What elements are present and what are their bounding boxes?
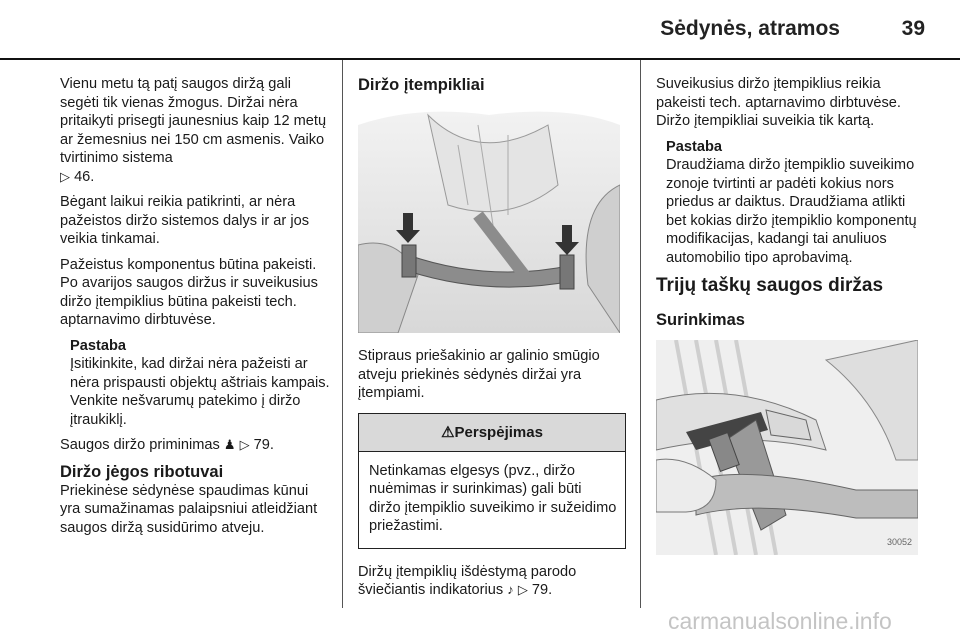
subsection-heading: Surinkimas	[656, 311, 745, 329]
figure-code: 30052	[886, 536, 912, 547]
note-title: Pastaba	[70, 337, 126, 354]
paragraph-text: Diržų įtempiklių išdėstymą parodo šviečiantis indikatorius	[358, 563, 577, 598]
column-2	[358, 75, 626, 607]
section-heading: Trijų taškų saugos diržas	[656, 275, 884, 296]
page-reference: 79.	[531, 582, 553, 598]
page-reference: 46.	[74, 168, 95, 185]
paragraph	[60, 436, 332, 455]
paragraph: Suveikusius diržo įtempiklius reikia pakeisti tech. aptarnavimo dirbtuvėse. Diržo įtempikliai suveikia tik kartą.	[656, 76, 901, 129]
paragraph	[60, 75, 332, 186]
seatbelt-reminder-icon: ♟	[223, 437, 236, 452]
paragraph: Priekinėse sėdynėse spaudimas kūnui yra sumažinamas palaipsniui atleidžiant saugos diržą susidūrimo atveju.	[60, 482, 318, 536]
warning-text: Netinkamas elgesys (pvz., diržo nuėmimas ir surinkimas) gali būti diržo įtempiklio suveikimo ir sužeidimo priežastimi.	[369, 462, 617, 534]
paragraph-text: Vienu metu tą patį saugos diržą gali segėti tik vienas žmogus. Diržai nėra pritaikyti prisegti jaunesnius kaip 12 metų ar žemesnius nei 150 cm asmenis. Vaiko tvirtinimo sistema	[60, 76, 327, 166]
page-title: Sėdynės, atramos	[660, 17, 840, 40]
section-heading: Diržo jėgos ribotuvai	[60, 462, 224, 481]
page-reference: 79.	[253, 437, 274, 453]
warning-box	[358, 413, 626, 549]
belt-buckling-figure	[656, 340, 918, 555]
paragraph	[358, 563, 626, 600]
warning-triangle-icon: ⚠	[441, 423, 455, 441]
column-divider-1	[342, 60, 343, 608]
pretensioner-indicator-icon: ♪	[507, 582, 514, 597]
paragraph-text: Saugos diržo priminimas	[60, 437, 220, 453]
column-divider-2	[640, 60, 641, 608]
paragraph: Stipraus priešakinio ar galinio smūgio atveju priekinės sėdynės diržai yra įtempiami.	[358, 348, 600, 401]
page-number: 39	[901, 17, 925, 40]
section-heading: Diržo įtempikliai	[358, 76, 485, 94]
note-title: Pastaba	[666, 138, 722, 155]
header-rule	[0, 58, 960, 60]
note-text: Įsitikinkite, kad diržai nėra pažeisti ar nėra prispausti objektų aštriais kampais. Venkite nešvarumų patekimo į diržo įtraukiklį.	[70, 356, 330, 428]
ref-arrow-icon: ▷	[239, 437, 250, 452]
ref-arrow-icon: ▷	[517, 582, 528, 597]
note-text: Draudžiama diržo įtempiklio suveikimo zonoje tvirtinti ar padėti kokius nors priedus ar daiktus. Draudžiama atlikti bet kokias diržo įtempiklio komponentų modifikacijas, kadangi tai anuliuos automobilio tipo aprobavimą.	[666, 157, 917, 266]
warning-title: Perspėjimas	[454, 423, 543, 441]
buckling-illustration	[656, 340, 918, 555]
ref-arrow-icon: ▷	[60, 168, 70, 184]
watermark: carmanualsonline.info	[668, 608, 892, 634]
note-box	[70, 337, 332, 430]
note-box	[666, 138, 924, 268]
column-3	[656, 75, 924, 555]
belt-tensioner-illustration	[358, 105, 620, 333]
warning-header	[359, 414, 625, 452]
paragraph: Bėgant laikui reikia patikrinti, ar nėra pažeistos diržo sistemos dalys ir ar jos veikia tinkamai.	[60, 194, 309, 247]
paragraph: Pažeistus komponentus būtina pakeisti. Po avarijos saugos diržus ir suveikusius diržo įtempiklius būtina pakeisti tech. aptarnavimo dirbtuvėse.	[60, 256, 318, 328]
column-1	[60, 75, 332, 544]
